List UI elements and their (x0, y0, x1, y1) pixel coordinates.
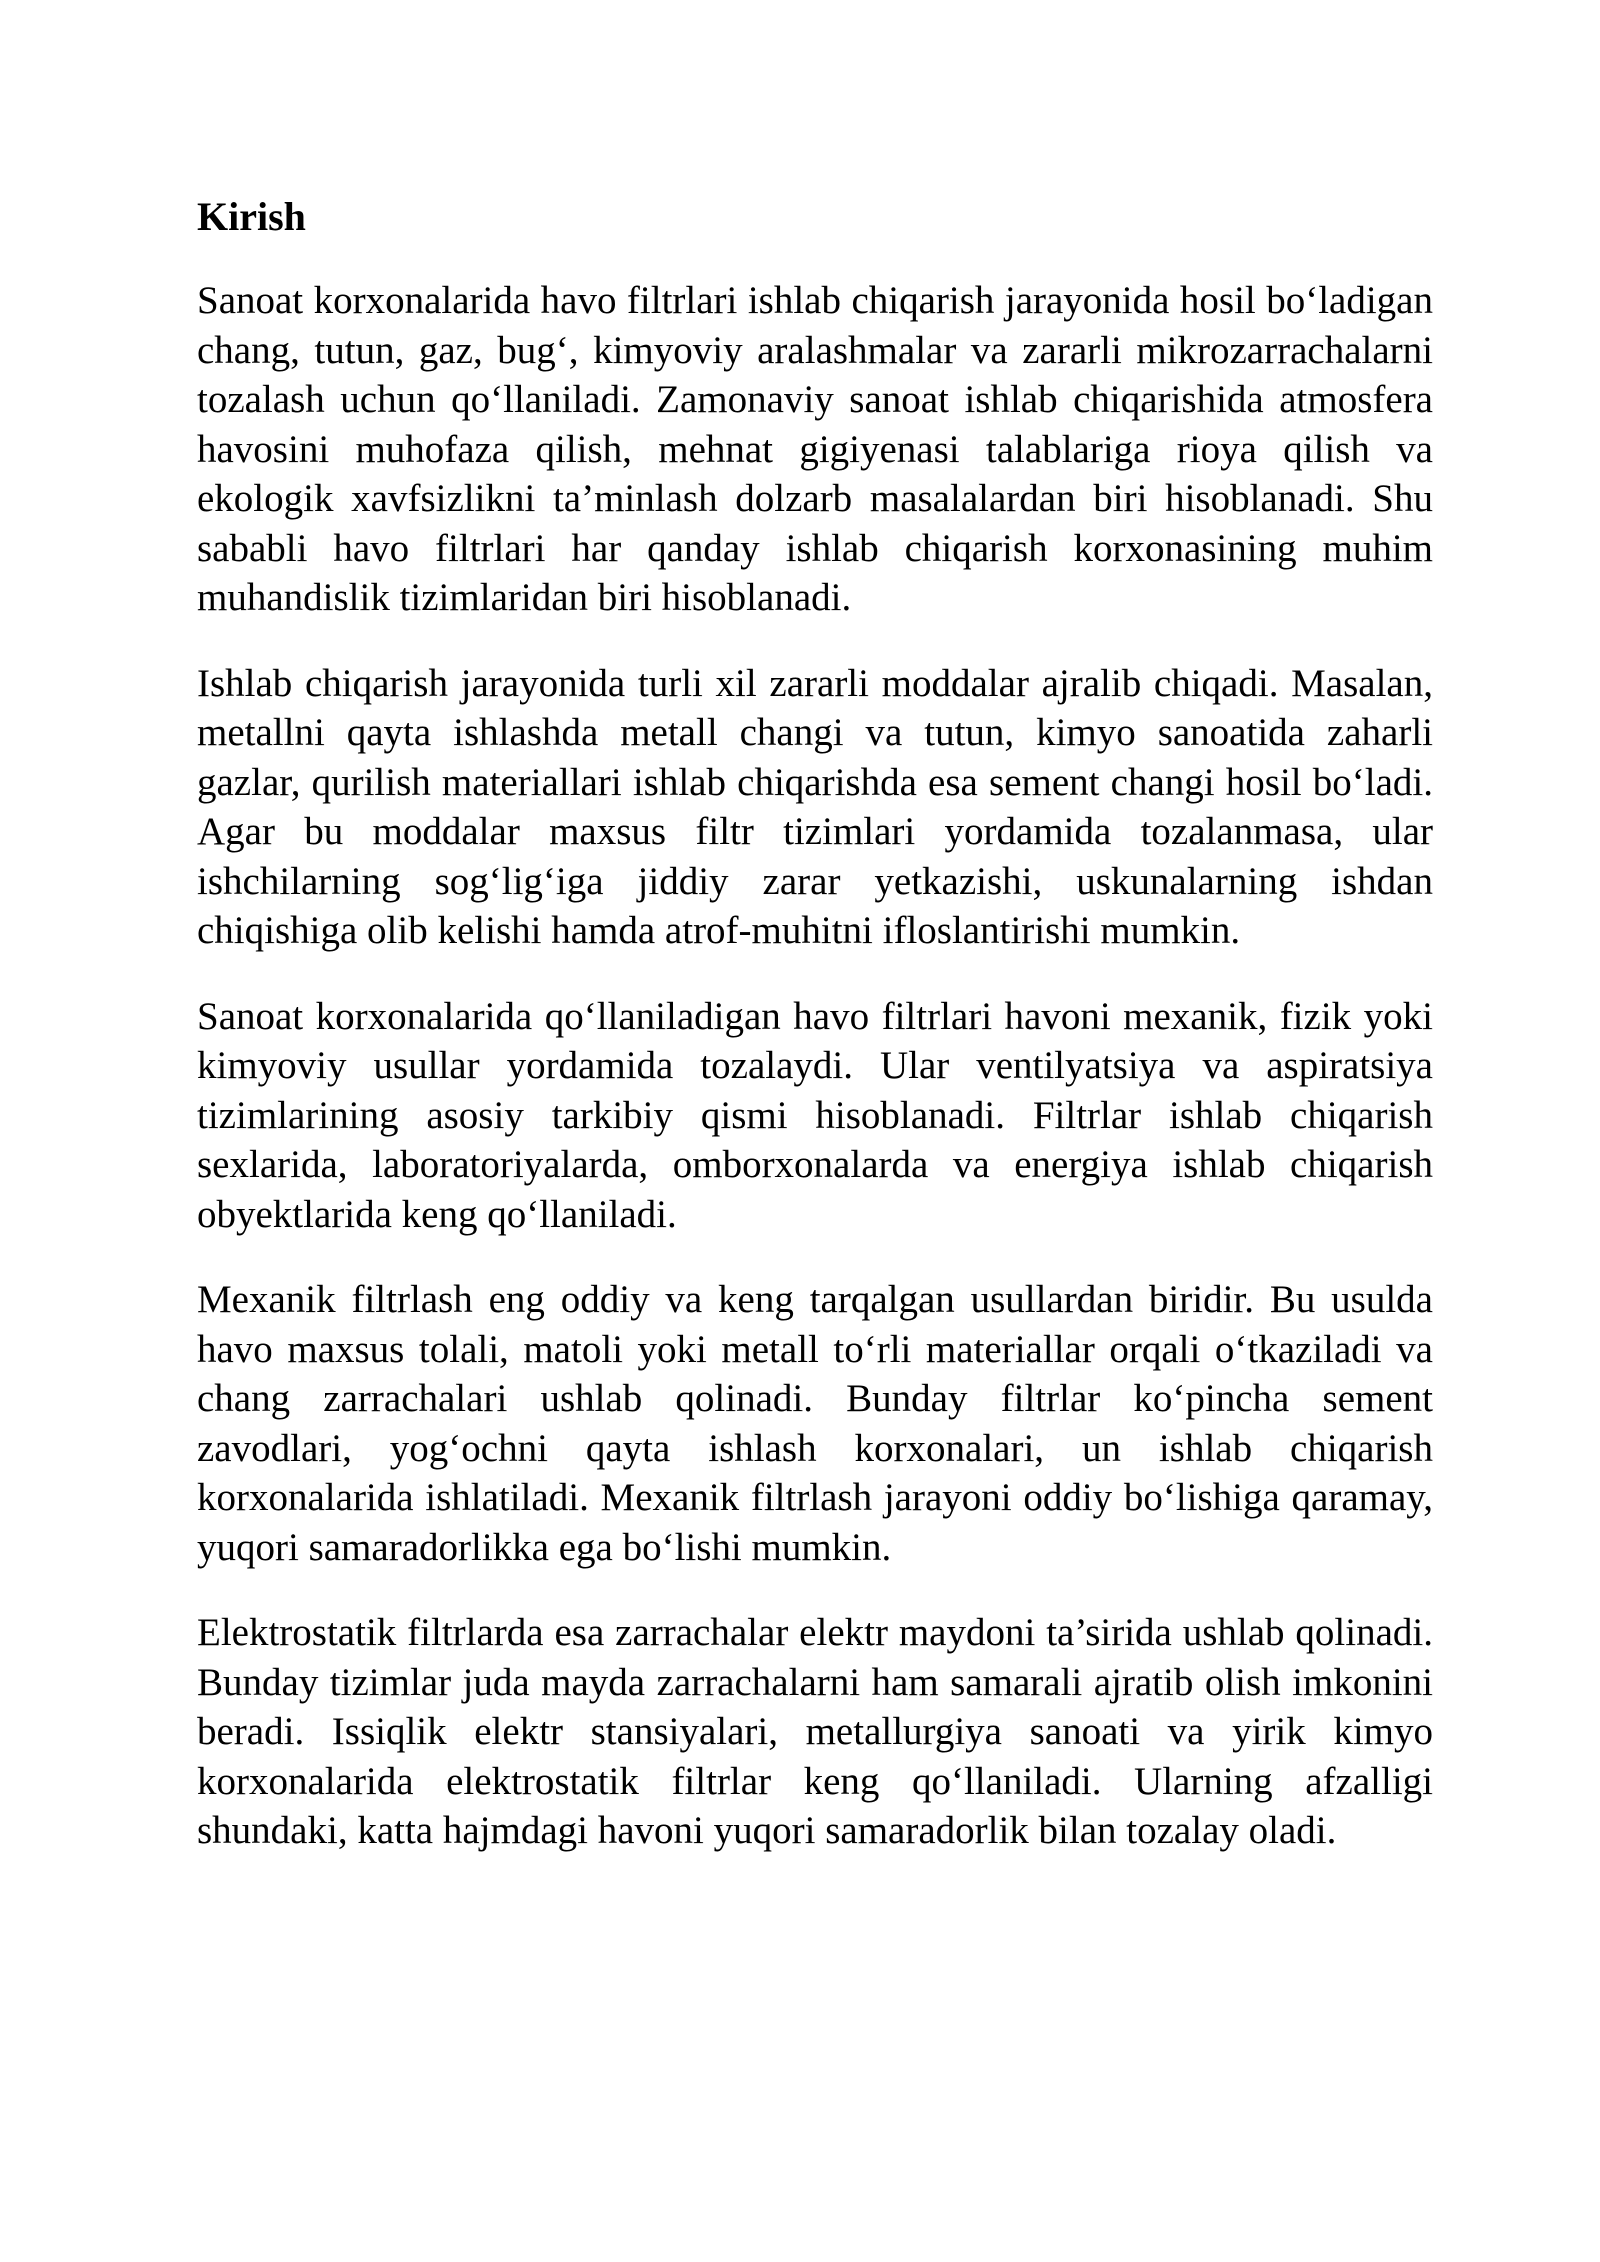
document-page (197, 190, 1433, 1892)
paragraph-4: Mexanik filtrlash eng oddiy va keng tarqalgan usullardan biridir. Bu usulda havo maxsus tolali, matoli yoki metall to‘rli materiallar orqali o‘tkaziladi va chang zarrachalari ushlab qolinadi. Bunday filtrlar ko‘pincha sement zavodlari, yog‘ochni qayta ishlash korxonalari, un ishlab chiqarish korxonalarida ishlatiladi. Mexanik filtrlash jarayoni oddiy bo‘lishiga qaramay, yuqori samaradorlikka ega bo‘lishi mumkin. (197, 1278, 1433, 1569)
paragraph-2: Ishlab chiqarish jarayonida turli xil zararli moddalar ajralib chiqadi. Masalan, metallni qayta ishlashda metall changi va tutun, kimyo sanoatida zaharli gazlar, qurilish materiallari ishlab chiqarishda esa sement changi hosil bo‘ladi. Agar bu moddalar maxsus filtr tizimlari yordamida tozalanmasa, ular ishchilarning sog‘lig‘iga jiddiy zarar yetkazishi, uskunalarning ishdan chiqishiga olib kelishi hamda atrof-muhitni ifloslantirishi mumkin. (197, 661, 1433, 952)
paragraph-5: Elektrostatik filtrlarda esa zarrachalar elektr maydoni ta’sirida ushlab qolinadi. Bunday tizimlar juda mayda zarrachalarni ham samarali ajratib olish imkonini beradi. Issiqlik elektr stansiyalari, metallurgiya sanoati va yirik kimyo korxonalarida elektrostatik filtrlar keng qo‘llaniladi. Ularning afzalligi shundaki, katta hajmdagi havoni yuqori samaradorlik bilan tozalay oladi. (197, 1611, 1433, 1852)
section-heading: Kirish (197, 194, 306, 239)
paragraph-3: Sanoat korxonalarida qo‘llaniladigan havo filtrlari havoni mexanik, fizik yoki kimyoviy usullar yordamida tozalaydi. Ular ventilyatsiya va aspiratsiya tizimlarining asosiy tarkibiy qismi hisoblanadi. Filtrlar ishlab chiqarish sexlarida, laboratoriyalarda, omborxonalarda va energiya ishlab chiqarish obyektlarida keng qo‘llaniladi. (197, 994, 1433, 1236)
paragraph-1: Sanoat korxonalarida havo filtrlari ishlab chiqarish jarayonida hosil bo‘ladigan chang, tutun, gaz, bug‘, kimyoviy aralashmalar va zararli mikrozarrachalarni tozalash uchun qo‘llaniladi. Zamonaviy sanoat ishlab chiqarishida atmosfera havosini muhofaza qilish, mehnat gigiyenasi talablariga rioya qilish va ekologik xavfsizlikni ta’minlash dolzarb masalalardan biri hisoblanadi. Shu sababli havo filtrlari har qanday ishlab chiqarish korxonasining muhim muhandislik tizimlaridan biri hisoblanadi. (197, 279, 1433, 619)
